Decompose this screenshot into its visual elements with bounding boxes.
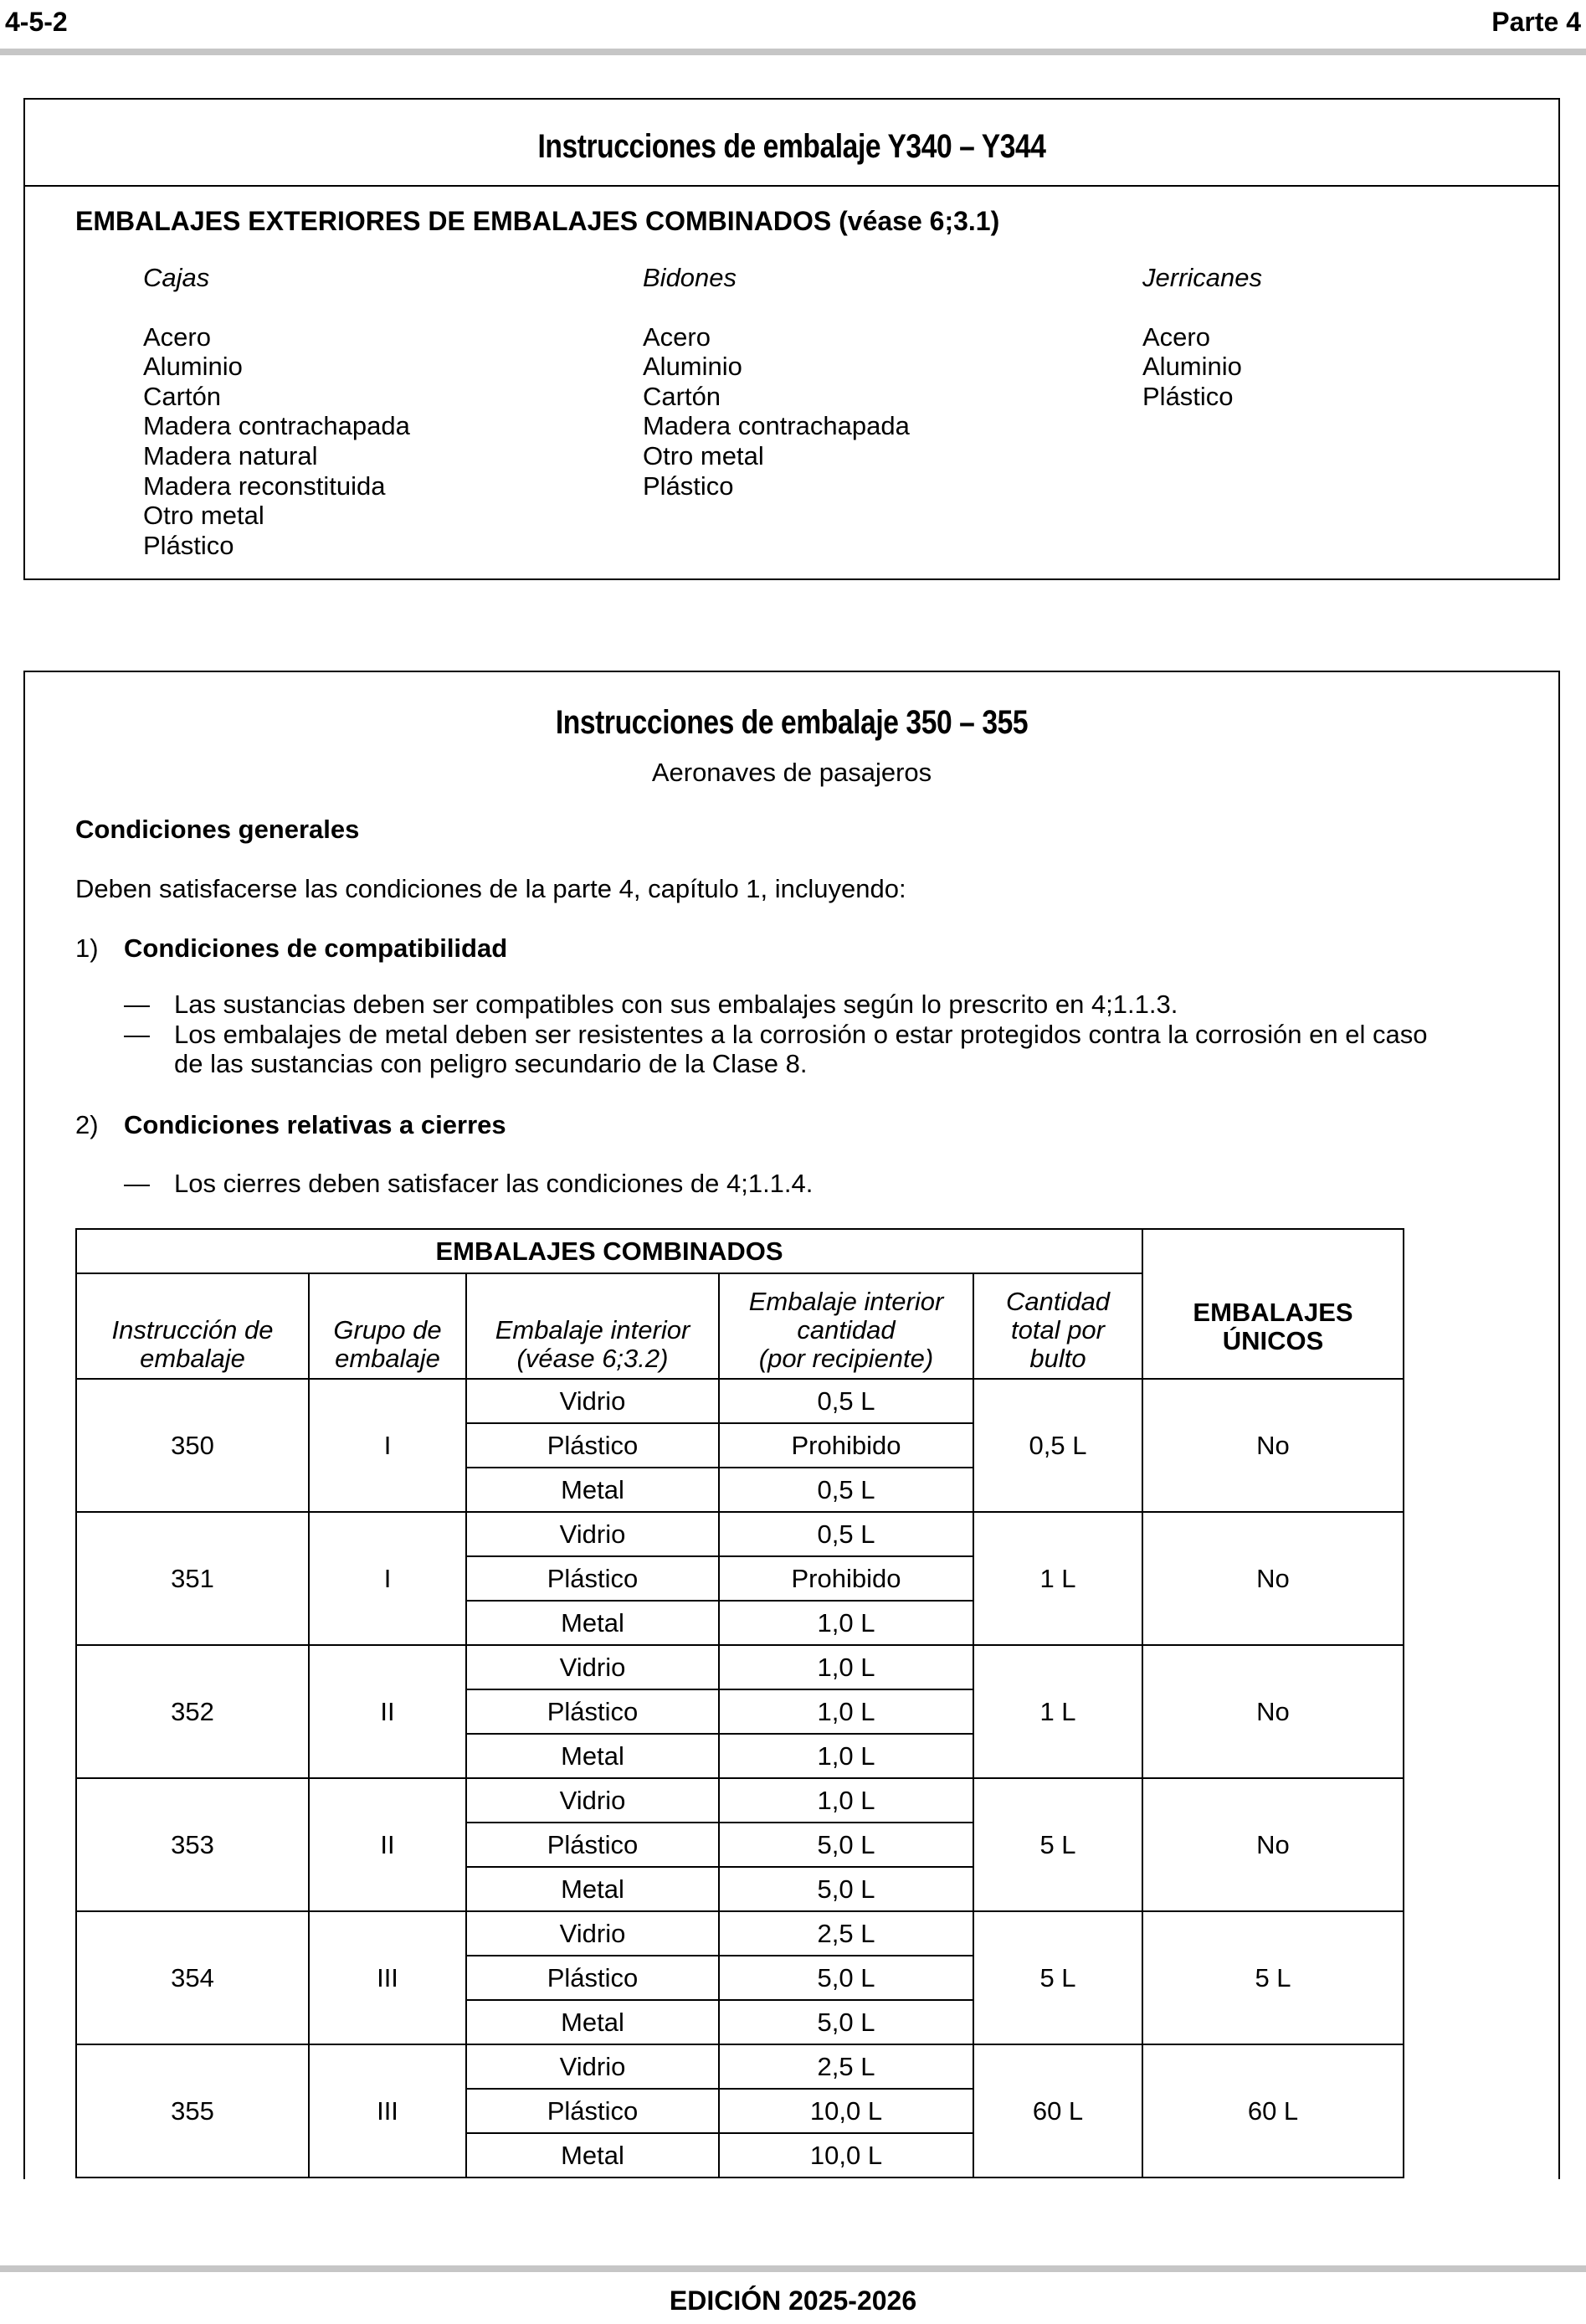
dash-marker: — <box>124 990 150 1019</box>
page-number: 4-5-2 <box>5 7 68 37</box>
group-column-header <box>309 1273 466 1379</box>
header-line: (por recipiente) <box>758 1344 934 1373</box>
inner-quantity-cell: 5,0 L <box>719 1823 973 1867</box>
inner-packaging-cell: Metal <box>466 1601 719 1645</box>
title-band <box>25 100 1558 187</box>
inner-quantity-cell: 1,0 L <box>719 1734 973 1778</box>
inner-quantity-cell: 1,0 L <box>719 1778 973 1823</box>
table-row <box>76 2044 1404 2089</box>
bullet-text: Los cierres deben satisfacer las condiciones de 4;1.1.4. <box>174 1169 814 1198</box>
header-line: bulto <box>1029 1344 1086 1373</box>
inner-packaging-cell: Metal <box>466 2133 719 2177</box>
section-heading: Condiciones relativas a cierres <box>124 1110 506 1139</box>
inner-packaging-cell: Vidrio <box>466 1911 719 1956</box>
header-line: Instrucción de <box>111 1315 274 1345</box>
list-item: Madera natural <box>143 440 318 470</box>
list-item: Acero <box>1142 321 1210 352</box>
inner-quantity-column-header <box>719 1273 973 1379</box>
bullet-text: de las sustancias con peligro secundario de la Clase 8. <box>174 1049 808 1078</box>
inner-quantity-cell: 5,0 L <box>719 1867 973 1911</box>
inner-packaging-cell: Vidrio <box>466 1379 719 1423</box>
group-cell: II <box>309 1778 466 1911</box>
bullet-text: Los embalajes de metal deben ser resistentes a la corrosión o estar protegidos contra la corrosión en el caso <box>174 1020 1428 1049</box>
footer-rule <box>0 2265 1586 2272</box>
header-line: Embalaje interior <box>748 1287 944 1316</box>
table-row <box>76 1645 1404 1689</box>
inner-packaging-cell: Metal <box>466 1734 719 1778</box>
inner-quantity-cell: 1,0 L <box>719 1645 973 1689</box>
list-item: Aluminio <box>643 352 742 382</box>
inner-quantity-cell: 1,0 L <box>719 1601 973 1645</box>
inner-quantity-cell: 5,0 L <box>719 2000 973 2044</box>
header-line: (véase 6;3.2) <box>516 1344 669 1373</box>
instruction-cell: 354 <box>76 1911 309 2044</box>
section-number: 2) <box>75 1110 99 1139</box>
inner-packaging-cell: Vidrio <box>466 1645 719 1689</box>
box-subtitle: Aeronaves de pasajeros <box>651 758 932 787</box>
group-cell: II <box>309 1645 466 1778</box>
inner-quantity-cell: Prohibido <box>719 1556 973 1601</box>
total-quantity-cell: 1 L <box>973 1512 1142 1645</box>
part-label: Parte 4 <box>1491 7 1581 37</box>
packing-table <box>75 1228 1404 2178</box>
column-head: Cajas <box>143 263 210 292</box>
group-cell: III <box>309 1911 466 2044</box>
section-closures <box>75 1110 506 1140</box>
inner-packaging-cell: Vidrio <box>466 1778 719 1823</box>
inner-quantity-cell: 2,5 L <box>719 1911 973 1956</box>
edition-footer: EDICIÓN 2025-2026 <box>669 2285 917 2316</box>
list-item: Cartón <box>643 381 721 411</box>
group-cell: III <box>309 2044 466 2177</box>
combined-packagings-header: EMBALAJES COMBINADOS <box>76 1229 1142 1273</box>
table-row <box>76 1512 1404 1556</box>
inner-quantity-cell: 0,5 L <box>719 1379 973 1423</box>
header-line: EMBALAJES <box>1193 1298 1353 1327</box>
header-line: embalaje <box>335 1344 440 1373</box>
table-row <box>76 1911 1404 1956</box>
single-packaging-cell: No <box>1142 1379 1404 1512</box>
list-item: Otro metal <box>643 440 764 470</box>
total-quantity-cell: 60 L <box>973 2044 1142 2177</box>
single-packaging-cell: No <box>1142 1645 1404 1778</box>
inner-quantity-cell: 0,5 L <box>719 1468 973 1512</box>
table-row <box>76 1379 1404 1423</box>
instruction-cell: 352 <box>76 1645 309 1778</box>
packing-box-y340-y344 <box>23 98 1560 580</box>
header-line: total por <box>1010 1315 1105 1345</box>
inner-packaging-cell: Plástico <box>466 1689 719 1734</box>
inner-quantity-cell: 10,0 L <box>719 2133 973 2177</box>
inner-packaging-cell: Metal <box>466 1468 719 1512</box>
general-conditions-heading: Condiciones generales <box>75 815 360 844</box>
header-line: ÚNICOS <box>1222 1326 1324 1355</box>
section-heading: Condiciones de compatibilidad <box>124 933 508 963</box>
box-title: Instrucciones de embalaje Y340 – Y344 <box>537 128 1046 165</box>
inner-quantity-cell: 5,0 L <box>719 1956 973 2000</box>
header-line: Cantidad <box>1005 1287 1111 1316</box>
box-title: Instrucciones de embalaje 350 – 355 <box>555 704 1029 741</box>
header-line: cantidad <box>797 1315 896 1345</box>
inner-quantity-cell: 10,0 L <box>719 2089 973 2133</box>
inner-packaging-cell: Plástico <box>466 1956 719 2000</box>
instruction-cell: 353 <box>76 1778 309 1911</box>
header-line: embalaje <box>140 1344 245 1373</box>
inner-quantity-cell: 1,0 L <box>719 1689 973 1734</box>
list-item: Madera reconstituida <box>143 470 386 501</box>
dash-marker: — <box>124 1169 150 1198</box>
column-head: Bidones <box>643 263 737 292</box>
column-head: Jerricanes <box>1142 263 1262 292</box>
total-quantity-cell: 1 L <box>973 1645 1142 1778</box>
total-quantity-column-header <box>973 1273 1142 1379</box>
instruction-cell: 350 <box>76 1379 309 1512</box>
section-compatibility <box>75 933 507 964</box>
list-item: Plástico <box>643 470 734 501</box>
intro-paragraph: Deben satisfacerse las condiciones de la parte 4, capítulo 1, incluyendo: <box>75 874 906 903</box>
list-item: Madera contrachapada <box>643 411 910 441</box>
header-line: Embalaje interior <box>495 1315 690 1345</box>
list-item: Otro metal <box>143 501 264 531</box>
outer-packagings-heading: EMBALAJES EXTERIORES DE EMBALAJES COMBINADOS (véase 6;3.1) <box>75 206 1000 236</box>
list-item: Plástico <box>143 530 234 560</box>
list-item: Madera contrachapada <box>143 411 410 441</box>
inner-packaging-cell: Vidrio <box>466 2044 719 2089</box>
inner-packaging-column-header <box>466 1273 719 1379</box>
list-item: Plástico <box>1142 381 1234 411</box>
single-packaging-cell: 5 L <box>1142 1911 1404 2044</box>
column-bidones <box>643 263 910 501</box>
inner-packaging-cell: Metal <box>466 1867 719 1911</box>
group-cell: I <box>309 1379 466 1512</box>
inner-quantity-cell: 0,5 L <box>719 1512 973 1556</box>
inner-packaging-cell: Plástico <box>466 1823 719 1867</box>
header-line: Grupo de <box>333 1315 442 1345</box>
column-cajas <box>143 263 410 560</box>
dash-marker: — <box>124 1020 150 1049</box>
list-item: Aluminio <box>143 352 243 382</box>
inner-packaging-cell: Plástico <box>466 2089 719 2133</box>
group-cell: I <box>309 1512 466 1645</box>
bullet-text: Las sustancias deben ser compatibles con sus embalajes según lo prescrito en 4;1.1.3. <box>174 990 1178 1019</box>
total-quantity-cell: 5 L <box>973 1778 1142 1911</box>
instruction-cell: 351 <box>76 1512 309 1645</box>
header-rule <box>0 49 1586 55</box>
single-packaging-cell: No <box>1142 1512 1404 1645</box>
instruction-column-header <box>76 1273 309 1379</box>
inner-packaging-cell: Vidrio <box>466 1512 719 1556</box>
packing-table-body <box>76 1379 1404 2177</box>
inner-packaging-cell: Metal <box>466 2000 719 2044</box>
total-quantity-cell: 5 L <box>973 1911 1142 2044</box>
column-jerricanes <box>1142 263 1262 411</box>
list-item: Cartón <box>143 381 222 411</box>
inner-packaging-cell: Plástico <box>466 1556 719 1601</box>
table-row <box>76 1778 1404 1823</box>
single-packaging-cell: No <box>1142 1778 1404 1911</box>
packing-box-350-355 <box>23 671 1560 2179</box>
single-packaging-cell: 60 L <box>1142 2044 1404 2177</box>
instruction-cell: 355 <box>76 2044 309 2177</box>
total-quantity-cell: 0,5 L <box>973 1379 1142 1512</box>
list-item: Acero <box>643 321 711 352</box>
list-item: Acero <box>143 321 211 352</box>
single-packagings-header <box>1142 1229 1404 1379</box>
inner-quantity-cell: 2,5 L <box>719 2044 973 2089</box>
section-number: 1) <box>75 933 99 963</box>
inner-packaging-cell: Plástico <box>466 1423 719 1468</box>
list-item: Aluminio <box>1142 352 1242 382</box>
inner-quantity-cell: Prohibido <box>719 1423 973 1468</box>
